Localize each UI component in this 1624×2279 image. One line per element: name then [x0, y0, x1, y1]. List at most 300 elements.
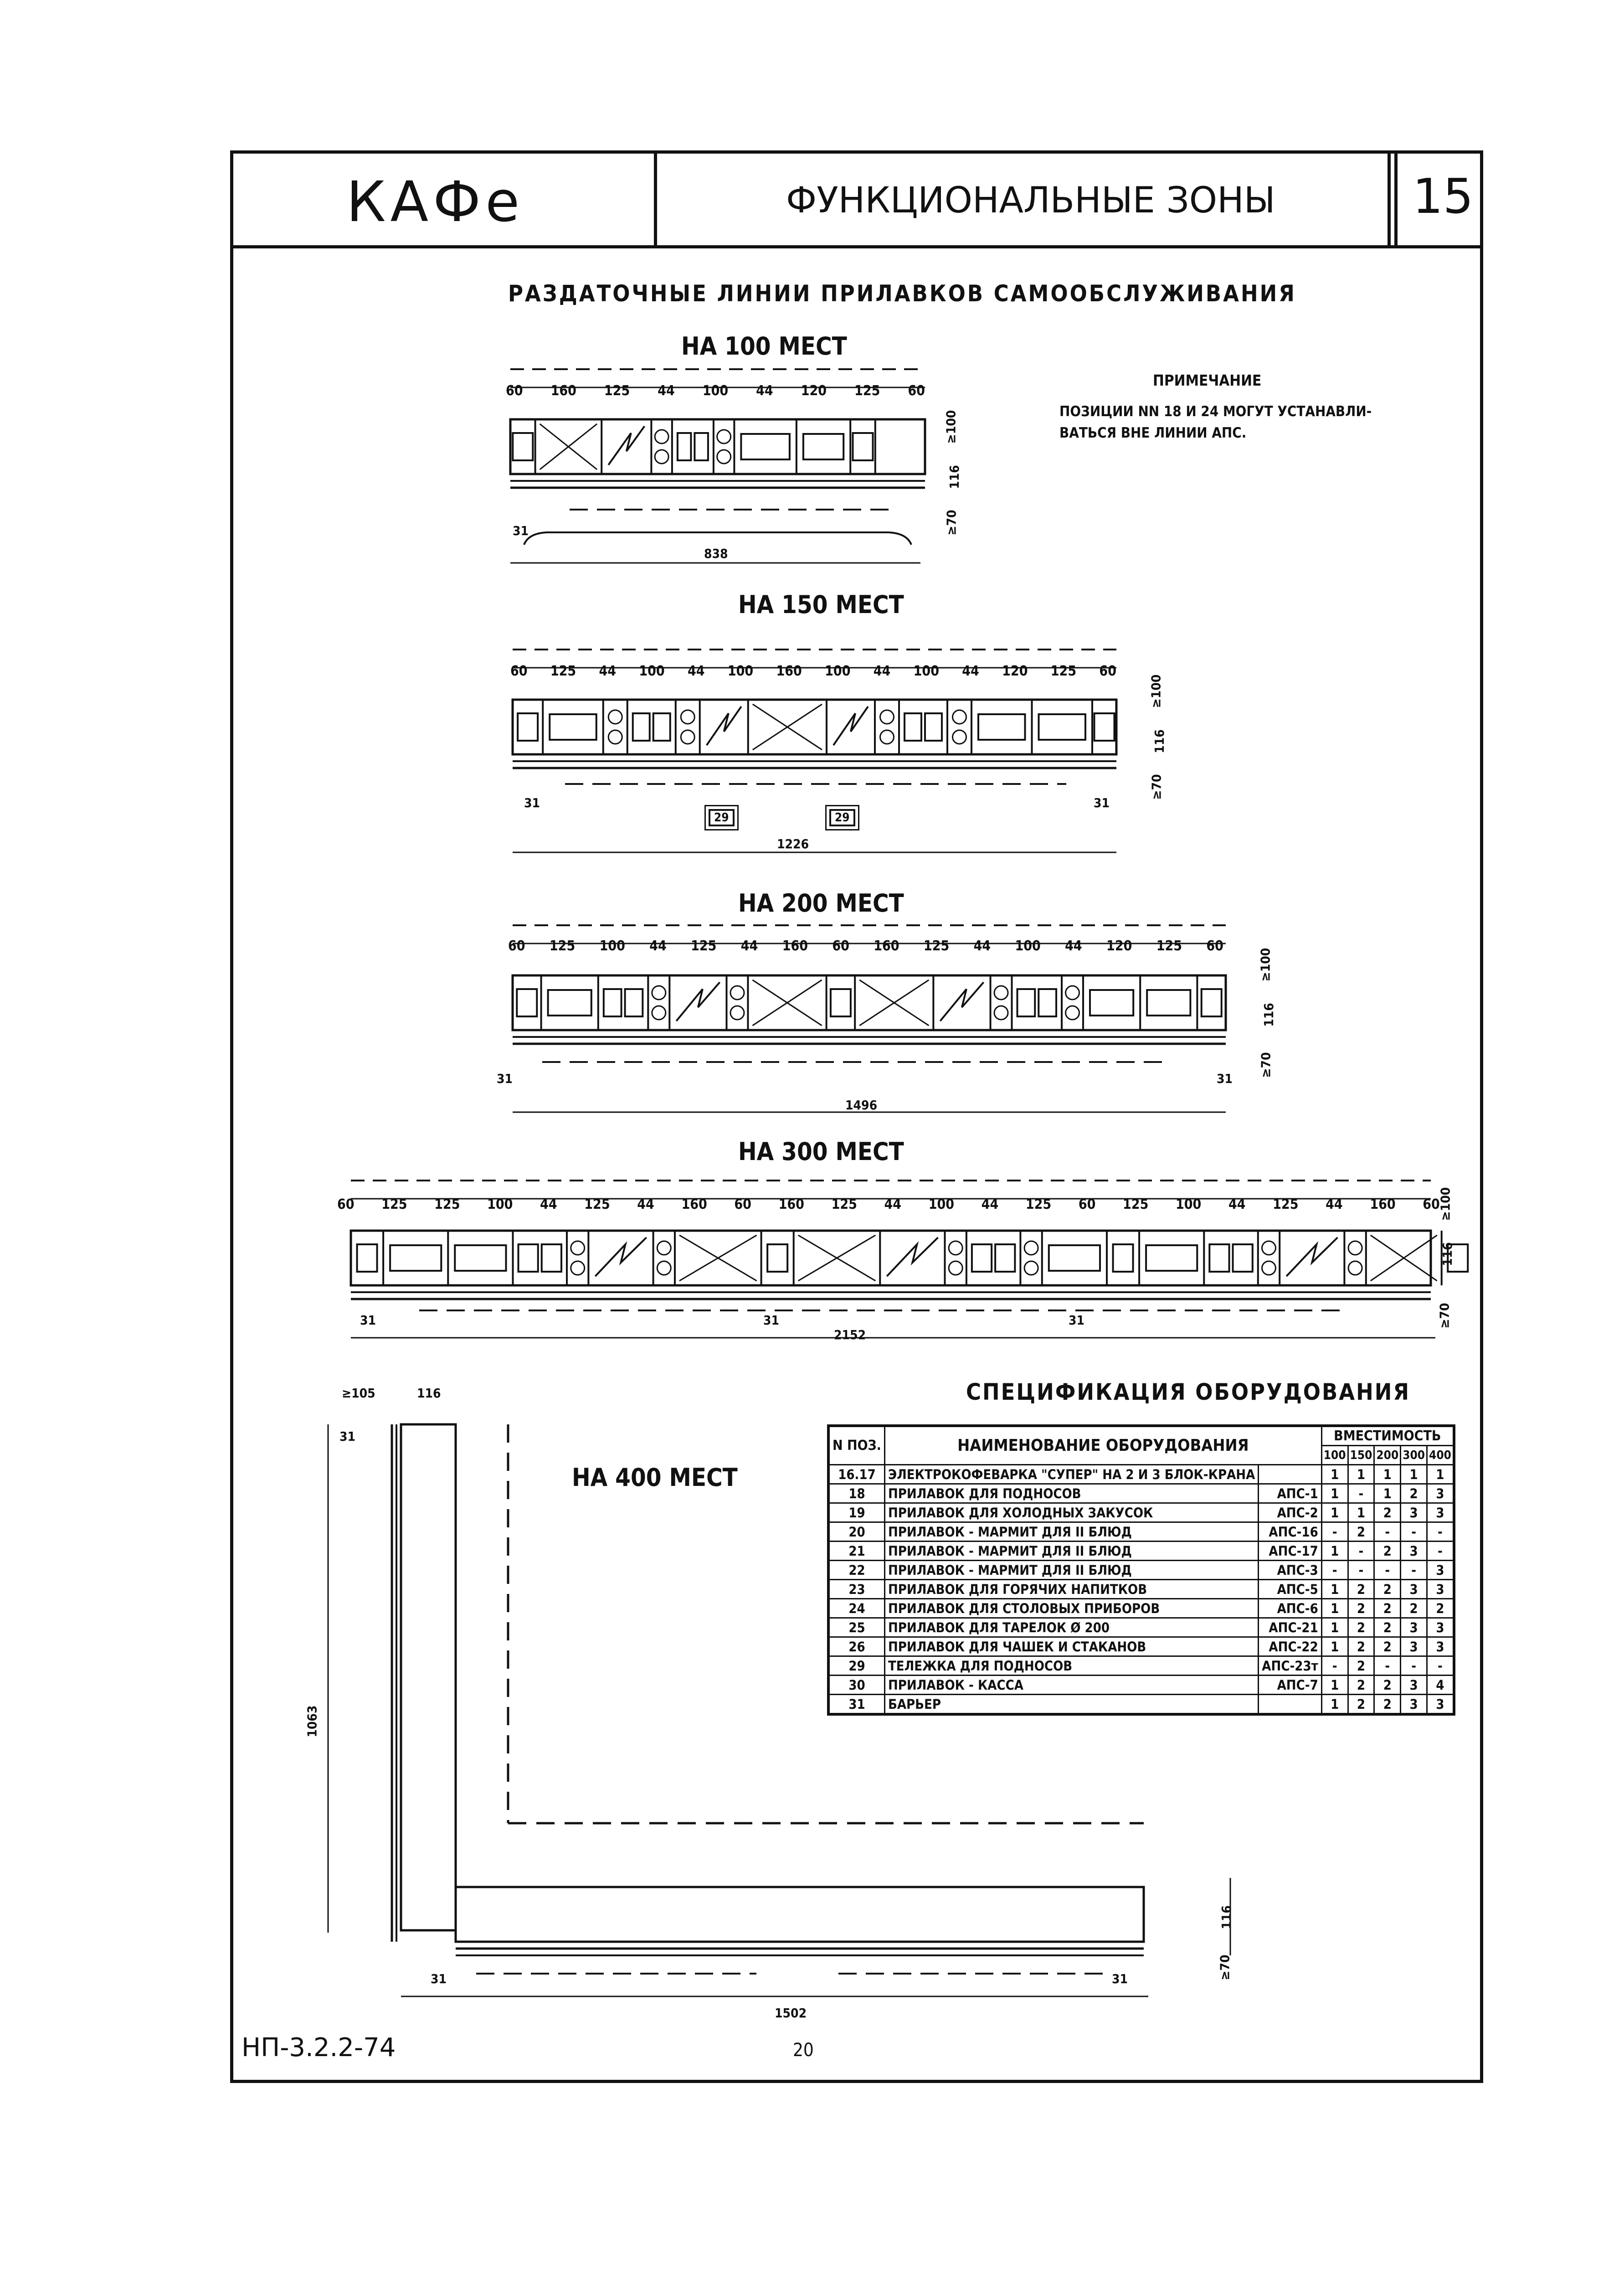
dim-value: 160: [681, 1196, 707, 1212]
dim-value: 100: [928, 1196, 955, 1212]
plan-title-300: НА 300 МЕСТ: [738, 1137, 904, 1166]
cashier-box: [1039, 714, 1086, 740]
dim-value: 44: [973, 938, 991, 954]
dim-value: 125: [831, 1196, 857, 1212]
spec-pos: 20: [828, 1522, 884, 1542]
capacity-header: 200: [1374, 1446, 1401, 1465]
spec-qty: -: [1401, 1522, 1427, 1542]
plate-circle: [1348, 1261, 1362, 1275]
side-dim: 116: [1151, 729, 1167, 753]
dim-value: 44: [540, 1196, 557, 1212]
dim-value: 160: [782, 938, 808, 954]
spec-qty: 2: [1348, 1599, 1374, 1618]
total-400: 1502: [775, 2006, 807, 2021]
dim-value: 125: [923, 938, 950, 954]
spec-name: ПРИЛАВОК - КАССА: [884, 1676, 1258, 1695]
spec-code: [1259, 1695, 1321, 1715]
plate-circle: [657, 1261, 671, 1275]
dim-value: 125: [549, 938, 576, 954]
drink-box: [633, 713, 650, 741]
note-title: ПРИМЕЧАНИЕ: [1153, 371, 1262, 389]
col-capacity: ВМЕСТИМОСТЬ: [1321, 1426, 1454, 1446]
spec-qty: 2: [1374, 1542, 1401, 1561]
dim-value: 60: [337, 1196, 355, 1212]
dim-value: 44: [1228, 1196, 1246, 1212]
side-dim: 116: [1261, 1003, 1276, 1027]
plate-circle: [652, 986, 666, 1000]
spec-qty: 3: [1427, 1695, 1454, 1715]
total-200: 1496: [845, 1098, 878, 1113]
spec-code: АПС-21: [1259, 1618, 1321, 1637]
spec-row: [828, 1599, 1454, 1618]
spec-qty: 1: [1321, 1676, 1348, 1695]
spec-name: ПРИЛАВОК - МАРМИТ ДЛЯ II БЛЮД: [884, 1561, 1258, 1580]
spec-name: ПРИЛАВОК ДЛЯ ГОРЯЧИХ НАПИТКОВ: [884, 1580, 1258, 1599]
cart-29: 29: [709, 809, 735, 826]
barrier-31: [524, 532, 911, 545]
side-dim: ≥70: [1258, 1052, 1274, 1078]
dim-value: 120: [1002, 663, 1028, 679]
drink-box: [694, 433, 708, 460]
spec-qty: -: [1348, 1484, 1374, 1503]
spec-qty: 3: [1401, 1618, 1427, 1637]
spec-qty: 3: [1427, 1637, 1454, 1656]
spec-code: АПС-6: [1259, 1599, 1321, 1618]
spec-code: АПС-3: [1259, 1561, 1321, 1580]
plate-circle: [730, 1006, 744, 1020]
dim-value: 100: [639, 663, 665, 679]
capacity-header: 100: [1321, 1446, 1348, 1465]
plate-circle: [571, 1241, 585, 1255]
spec-qty: -: [1374, 1522, 1401, 1542]
spec-qty: 2: [1374, 1637, 1401, 1656]
cashier-box: [455, 1245, 506, 1271]
dim-value: 125: [854, 383, 880, 399]
dim-value: 60: [508, 938, 525, 954]
spec-qty: 2: [1401, 1484, 1427, 1503]
dim-value: 125: [1123, 1196, 1149, 1212]
tray-box: [831, 989, 851, 1016]
spec-qty: 1: [1374, 1484, 1401, 1503]
spec-table: [827, 1424, 1455, 1716]
dim-value: 125: [1156, 938, 1182, 954]
dim-value: 44: [873, 663, 891, 679]
spec-row: [828, 1580, 1454, 1599]
spec-qty: 2: [1401, 1599, 1427, 1618]
plate-circle: [953, 710, 966, 724]
spec-qty: 1: [1348, 1465, 1374, 1484]
drink-box: [542, 1244, 561, 1272]
spec-row: [828, 1695, 1454, 1715]
spec-name: ПРИЛАВОК - МАРМИТ ДЛЯ II БЛЮД: [884, 1522, 1258, 1542]
marmite-symbol: [595, 1237, 646, 1276]
spec-pos: 21: [828, 1542, 884, 1561]
marmite-symbol: [833, 706, 868, 745]
plate-circle: [1066, 986, 1079, 1000]
spec-qty: 2: [1348, 1618, 1374, 1637]
barrier-label: 31: [1094, 795, 1110, 810]
side-dim: ≥70: [1149, 774, 1164, 800]
tray-box: [517, 989, 537, 1016]
barrier-label: 31: [360, 1313, 376, 1328]
dim-value: 100: [1015, 938, 1041, 954]
sheet-number: 15: [1413, 169, 1474, 224]
spec-qty: 3: [1401, 1542, 1427, 1561]
spec-code: [1259, 1465, 1321, 1484]
dim-value: 60: [832, 938, 849, 954]
spec-qty: 1: [1321, 1580, 1348, 1599]
spec-qty: 2: [1374, 1580, 1401, 1599]
dim-value: 60: [1099, 663, 1116, 679]
counter-200: [513, 975, 1226, 1030]
dim-value: 60: [1423, 1196, 1440, 1212]
spec-qty: 2: [1374, 1618, 1401, 1637]
dim-value: 44: [962, 663, 979, 679]
spec-qty: 2: [1348, 1637, 1374, 1656]
spec-qty: 3: [1427, 1561, 1454, 1580]
side-dim: ≥100: [943, 410, 959, 444]
capacity-header: 300: [1401, 1446, 1427, 1465]
plate-circle: [953, 730, 966, 744]
spec-qty: 1: [1321, 1637, 1348, 1656]
spec-qty: 3: [1427, 1484, 1454, 1503]
spec-qty: -: [1374, 1656, 1401, 1676]
drink-box: [1038, 989, 1056, 1016]
spec-pos: 31: [828, 1695, 884, 1715]
side-dim: ≥100: [1148, 674, 1164, 708]
plate-circle: [717, 450, 731, 464]
side-dim: 116: [1439, 1242, 1455, 1266]
spec-title: СПЕЦИФИКАЦИЯ ОБОРУДОВАНИЯ: [966, 1379, 1411, 1405]
spec-code: АПС-2: [1259, 1503, 1321, 1522]
spec-qty: 3: [1427, 1580, 1454, 1599]
total-100: 838: [704, 546, 728, 561]
spec-pos: 18: [828, 1484, 884, 1503]
dim-value: 44: [637, 1196, 654, 1212]
spec-code: АПС-5: [1259, 1580, 1321, 1599]
spec-row: [828, 1484, 1454, 1503]
barrier-label: 31: [1112, 1971, 1128, 1986]
spec-qty: 1: [1427, 1465, 1454, 1484]
spec-name: ЭЛЕКТРОКОФЕВАРКА "СУПЕР" НА 2 И 3 БЛОК-КРАНА: [884, 1465, 1258, 1484]
spec-qty: -: [1401, 1561, 1427, 1580]
plate-circle: [1348, 1241, 1362, 1255]
cashier-box: [1049, 1245, 1100, 1271]
spec-qty: 2: [1374, 1676, 1401, 1695]
marmite-symbol: [608, 426, 644, 465]
drink-box: [653, 713, 670, 741]
counter-100: [510, 419, 925, 474]
plate-circle: [681, 730, 694, 744]
spec-name: БАРЬЕР: [884, 1695, 1258, 1715]
tray-box: [853, 433, 873, 460]
dim-value: 120: [1106, 938, 1132, 954]
spec-name: ТЕЛЕЖКА ДЛЯ ПОДНОСОВ: [884, 1656, 1258, 1676]
plate-circle: [880, 730, 894, 744]
spec-name: ПРИЛАВОК ДЛЯ ПОДНОСОВ: [884, 1484, 1258, 1503]
spec-qty: 3: [1401, 1580, 1427, 1599]
barrier-label: 31: [1217, 1071, 1233, 1086]
dim-value: 160: [550, 383, 576, 399]
marmite-symbol: [676, 982, 719, 1021]
total-150: 1226: [777, 836, 809, 851]
spec-name: ПРИЛАВОК ДЛЯ ХОЛОДНЫХ ЗАКУСОК: [884, 1503, 1258, 1522]
spec-qty: -: [1321, 1522, 1348, 1542]
cashier-box: [741, 434, 790, 459]
drink-box: [1209, 1244, 1229, 1272]
dim-value: 44: [981, 1196, 999, 1212]
top-dim-400: 116: [417, 1386, 441, 1401]
zones-title: ФУНКЦИОНАЛЬНЫЕ ЗОНЫ: [786, 180, 1275, 221]
spec-pos: 29: [828, 1656, 884, 1676]
dim-value: 125: [1273, 1196, 1299, 1212]
marmite-symbol: [887, 1237, 938, 1276]
spec-qty: -: [1321, 1561, 1348, 1580]
spec-qty: 4: [1427, 1676, 1454, 1695]
spec-qty: -: [1374, 1561, 1401, 1580]
drink-box: [678, 433, 691, 460]
dim-value: 160: [1370, 1196, 1396, 1212]
plate-circle: [1066, 1006, 1079, 1020]
dim-value: 60: [734, 1196, 751, 1212]
plan-title-100: НА 100 МЕСТ: [681, 332, 847, 361]
spec-name: ПРИЛАВОК ДЛЯ СТОЛОВЫХ ПРИБОРОВ: [884, 1599, 1258, 1618]
spec-qty: 2: [1348, 1522, 1374, 1542]
cashier-box: [978, 714, 1025, 740]
dim-value: 100: [702, 383, 729, 399]
dim-value: 44: [649, 938, 667, 954]
vertical-total-400: 1063: [304, 1705, 320, 1738]
cashier-box: [550, 714, 596, 740]
spec-row: [828, 1676, 1454, 1695]
side-dim: ≥70: [1437, 1303, 1452, 1329]
plate-circle: [717, 430, 731, 443]
counter-400-horizontal: [456, 1887, 1144, 1942]
dim-value: 60: [1206, 938, 1223, 954]
spec-qty: 1: [1321, 1465, 1348, 1484]
spec-qty: 1: [1374, 1465, 1401, 1484]
plate-circle: [652, 1006, 666, 1020]
dim-value: 125: [550, 663, 576, 679]
cart-29: 29: [829, 809, 855, 826]
marmite-symbol: [707, 706, 741, 745]
cashier-box: [1147, 990, 1190, 1016]
plate-circle: [608, 710, 622, 724]
spec-qty: 1: [1321, 1618, 1348, 1637]
spec-name: ПРИЛАВОК - МАРМИТ ДЛЯ II БЛЮД: [884, 1542, 1258, 1561]
spec-pos: 16.17: [828, 1465, 884, 1484]
spec-qty: 1: [1321, 1484, 1348, 1503]
spec-qty: 2: [1374, 1599, 1401, 1618]
spec-row: [828, 1542, 1454, 1561]
spec-qty: 3: [1427, 1503, 1454, 1522]
section-title: РАЗДАТОЧНЫЕ ЛИНИИ ПРИЛАВКОВ САМООБСЛУЖИВАНИЯ: [508, 280, 1296, 307]
dim-value: 125: [381, 1196, 407, 1212]
drink-box: [1018, 989, 1035, 1016]
dim-value: 125: [434, 1196, 460, 1212]
spec-qty: 2: [1348, 1580, 1374, 1599]
marmite-symbol: [940, 982, 983, 1021]
side-dim: ≥70: [1217, 1954, 1233, 1980]
spec-qty: 2: [1348, 1676, 1374, 1695]
drink-box: [625, 989, 643, 1016]
total-300: 2152: [834, 1327, 866, 1342]
spec-pos: 22: [828, 1561, 884, 1580]
plate-circle: [1262, 1241, 1276, 1255]
spec-code: АПС-16: [1259, 1522, 1321, 1542]
plate-circle: [655, 430, 668, 443]
dim-value: 44: [740, 938, 758, 954]
doc-code: НП-3.2.2-74: [242, 2033, 396, 2062]
spec-row: [828, 1618, 1454, 1637]
spec-row: [828, 1637, 1454, 1656]
cashier-box: [390, 1245, 441, 1271]
note-line: ПОЗИЦИИ NN 18 И 24 МОГУТ УСТАНАВЛИ-: [1059, 403, 1372, 420]
dim-value: 100: [825, 663, 851, 679]
dim-value: 125: [691, 938, 717, 954]
spec-qty: -: [1401, 1656, 1427, 1676]
spec-qty: -: [1427, 1656, 1454, 1676]
plate-circle: [655, 450, 668, 464]
dim-value: 125: [604, 383, 630, 399]
spec-qty: 3: [1401, 1637, 1427, 1656]
tray-box: [1095, 713, 1115, 741]
spec-qty: -: [1427, 1542, 1454, 1561]
spec-qty: 2: [1374, 1503, 1401, 1522]
dim-value: 44: [688, 663, 705, 679]
tray-box: [1202, 989, 1222, 1016]
plate-circle: [994, 986, 1008, 1000]
drink-box: [925, 713, 942, 741]
spec-qty: -: [1321, 1656, 1348, 1676]
spec-qty: 2: [1427, 1599, 1454, 1618]
dim-value: 100: [1176, 1196, 1202, 1212]
spec-pos: 25: [828, 1618, 884, 1637]
note-line: ВАТЬСЯ ВНЕ ЛИНИИ АПС.: [1059, 425, 1247, 441]
dim-value: 44: [599, 663, 617, 679]
spec-qty: 2: [1348, 1656, 1374, 1676]
spec-qty: 3: [1401, 1503, 1427, 1522]
dim-value: 100: [599, 938, 625, 954]
dim-value: 125: [1050, 663, 1077, 679]
drink-box: [972, 1244, 992, 1272]
spec-qty: 1: [1321, 1542, 1348, 1561]
cashier-box: [548, 990, 591, 1016]
plate-circle: [657, 1241, 671, 1255]
plate-circle: [994, 1006, 1008, 1020]
side-dim: ≥100: [1258, 948, 1273, 982]
drink-box: [905, 713, 921, 741]
cashier-box: [1146, 1245, 1197, 1271]
spec-qty: 1: [1321, 1695, 1348, 1715]
capacity-header: 400: [1427, 1446, 1454, 1465]
barrier-label: 31: [1069, 1313, 1085, 1328]
spec-qty: 1: [1321, 1503, 1348, 1522]
marmite-symbol: [1286, 1237, 1337, 1276]
dim-value: 44: [658, 383, 675, 399]
col-pos: N ПОЗ.: [828, 1426, 884, 1465]
barrier-label: 31: [524, 795, 540, 810]
barrier-label: 31: [339, 1429, 356, 1444]
tray-box: [518, 713, 538, 741]
dim-value: 60: [510, 663, 528, 679]
spec-pos: 26: [828, 1637, 884, 1656]
spec-row: [828, 1522, 1454, 1542]
tray-box: [1113, 1244, 1133, 1272]
tray-box: [513, 433, 533, 460]
plan-title-400: НА 400 МЕСТ: [572, 1463, 738, 1492]
spec-qty: 2: [1374, 1695, 1401, 1715]
side-dim: 116: [1218, 1905, 1234, 1929]
dim-value: 125: [584, 1196, 610, 1212]
dim-value: 125: [1025, 1196, 1052, 1212]
col-name: НАИМЕНОВАНИЕ ОБОРУДОВАНИЯ: [884, 1426, 1321, 1465]
barrier-label: 31: [497, 1071, 513, 1086]
dim-value: 160: [776, 663, 802, 679]
dim-value: 44: [1326, 1196, 1343, 1212]
spec-qty: -: [1427, 1522, 1454, 1542]
cashier-box: [1090, 990, 1133, 1016]
spec-qty: 1: [1321, 1599, 1348, 1618]
plate-circle: [1024, 1241, 1038, 1255]
spec-name: ПРИЛАВОК ДЛЯ ЧАШЕК И СТАКАНОВ: [884, 1637, 1258, 1656]
dim-value: 100: [727, 663, 754, 679]
capacity-header: 150: [1348, 1446, 1374, 1465]
drink-box: [1233, 1244, 1253, 1272]
dim-value: 60: [506, 383, 523, 399]
spec-pos: 19: [828, 1503, 884, 1522]
cafe-title: КАФе: [346, 170, 524, 234]
barrier-label: 31: [513, 523, 529, 538]
tray-box: [357, 1244, 377, 1272]
spec-qty: -: [1348, 1542, 1374, 1561]
page-number: 20: [793, 2040, 814, 2061]
spec-qty: 3: [1427, 1618, 1454, 1637]
spec-pos: 23: [828, 1580, 884, 1599]
plate-circle: [949, 1241, 962, 1255]
plate-circle: [571, 1261, 585, 1275]
plate-circle: [949, 1261, 962, 1275]
dim-value: 100: [487, 1196, 513, 1212]
tray-box: [767, 1244, 787, 1272]
plate-circle: [880, 710, 894, 724]
spec-code: АПС-17: [1259, 1542, 1321, 1561]
dim-value: 160: [778, 1196, 804, 1212]
spec-row: [828, 1503, 1454, 1522]
spec-qty: 1: [1348, 1503, 1374, 1522]
spec-row: [828, 1561, 1454, 1580]
dim-value: 44: [884, 1196, 902, 1212]
spec-code: АПС-1: [1259, 1484, 1321, 1503]
plate-circle: [608, 730, 622, 744]
plate-circle: [1024, 1261, 1038, 1275]
plate-circle: [730, 986, 744, 1000]
drink-box: [604, 989, 622, 1016]
top-dim-400: ≥105: [342, 1386, 375, 1401]
side-dim: ≥100: [1438, 1187, 1453, 1221]
spec-qty: 2: [1348, 1695, 1374, 1715]
dim-value: 44: [756, 383, 773, 399]
spec-name: ПРИЛАВОК ДЛЯ ТАРЕЛОК Ø 200: [884, 1618, 1258, 1637]
spec-code: АПС-22: [1259, 1637, 1321, 1656]
dim-value: 120: [801, 383, 827, 399]
dim-value: 60: [908, 383, 925, 399]
barrier-label: 31: [431, 1971, 447, 1986]
plan-title-150: НА 150 МЕСТ: [738, 590, 904, 619]
spec-pos: 30: [828, 1676, 884, 1695]
side-dim: ≥70: [944, 510, 959, 536]
spec-code: АПС-7: [1259, 1676, 1321, 1695]
